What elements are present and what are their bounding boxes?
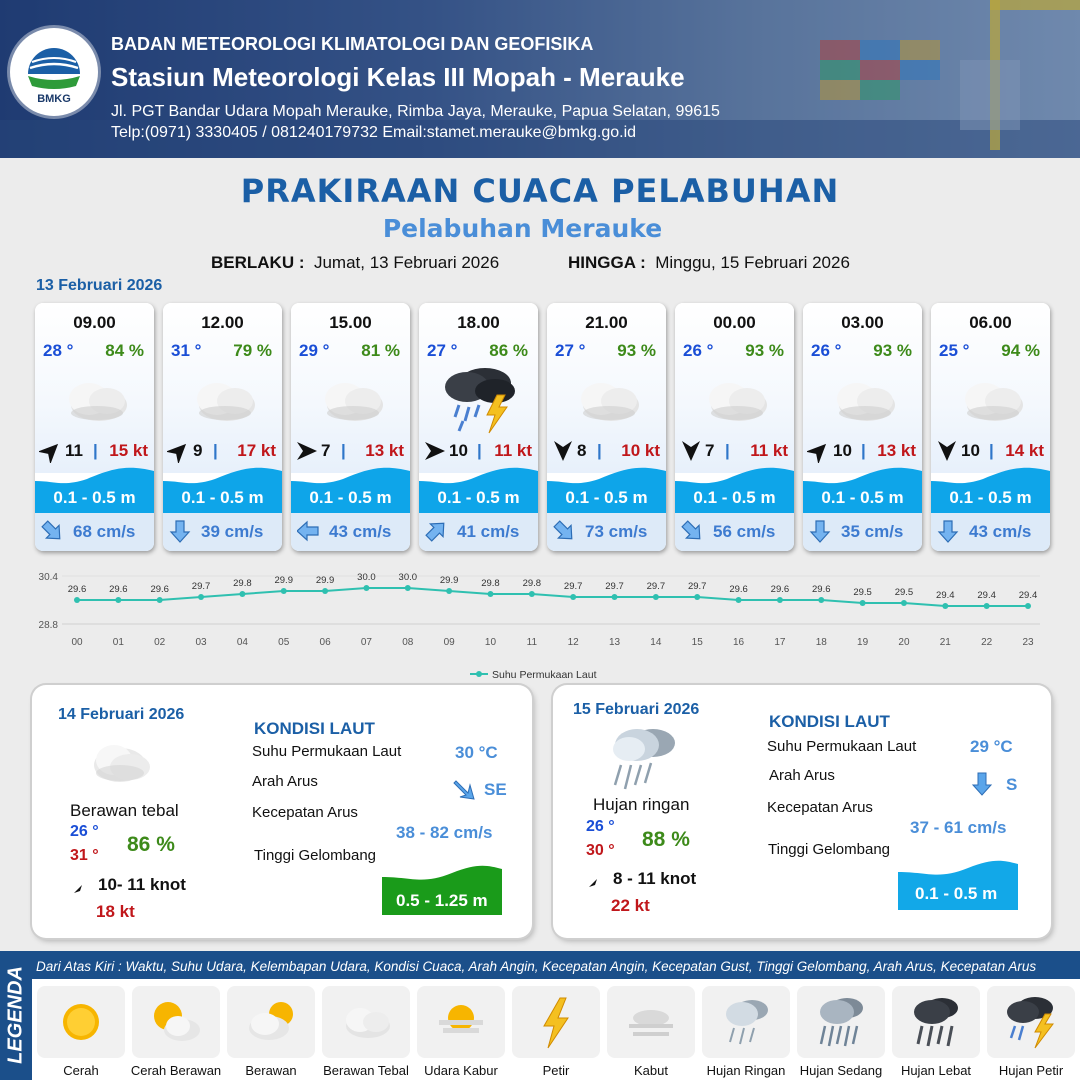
forecast-gust: 13 kt: [877, 441, 916, 460]
sun-icon: [37, 986, 125, 1058]
forecast-time: 12.00: [201, 313, 244, 332]
day2-sea-title: KONDISI LAUT: [254, 719, 375, 738]
legend-item: [321, 986, 411, 1080]
sst-data-label: 29.9: [315, 575, 335, 586]
legend-item-label: Hujan Ringan: [706, 1063, 786, 1078]
forecast-humidity: 81 %: [361, 341, 400, 360]
forecast-humidity: 94 %: [1001, 341, 1040, 360]
sst-data-label: 29.7: [687, 581, 707, 592]
legend-item: [701, 986, 791, 1080]
sst-data-point: [405, 585, 411, 591]
wind-direction-icon: [423, 439, 447, 463]
sst-data-label: 29.7: [605, 581, 624, 592]
haze-icon: [417, 986, 505, 1058]
thick-cloud-icon: [183, 365, 263, 435]
sst-data-point: [942, 603, 948, 609]
sst-data-point: [653, 594, 659, 600]
valid-from: [211, 253, 499, 273]
forecast-wind-speed: 11: [65, 441, 83, 460]
thick-cloud-icon: [695, 365, 775, 435]
day2-humidity: 86 %: [127, 833, 175, 856]
day2-tmin: 26 °: [70, 823, 99, 840]
y-tick-label: 30.4: [38, 572, 58, 583]
cloud-sun-icon: [227, 986, 315, 1058]
sst-data-label: 29.7: [563, 581, 583, 592]
forecast-wind-speed: 10: [449, 441, 468, 460]
sst-data-point: [818, 597, 824, 603]
legend-item: [226, 986, 316, 1080]
sst-data-point: [239, 591, 245, 597]
day3-panel: [553, 685, 1051, 938]
sst-data-point: [446, 588, 452, 594]
legend-marker: [476, 671, 482, 677]
day2-cur-dir-label: Arah Arus: [252, 773, 318, 790]
moderate-rain-icon: [797, 986, 885, 1058]
sst-data-label: 29.6: [770, 584, 790, 595]
thick-cloud-icon: [322, 986, 410, 1058]
forecast-card: [163, 303, 282, 551]
forecast-temperature: 27 °: [555, 341, 586, 360]
wind-separator: |: [725, 441, 730, 460]
agency-name: BADAN METEOROLOGI KLIMATOLOGI DAN GEOFISIKA: [111, 34, 594, 54]
day2-tmax: 31 °: [70, 847, 99, 864]
forecast-wave-height: 0.1 - 0.5 m: [821, 488, 904, 507]
legend-item-label: Petir: [542, 1063, 570, 1078]
sst-data-label: 29.8: [233, 578, 252, 589]
forecast-wind-speed: 7: [705, 441, 715, 460]
sst-data-point: [322, 588, 328, 594]
day3-date: 15 Februari 2026: [573, 701, 700, 718]
sst-data-label: 29.5: [894, 587, 914, 598]
sst-data-point: [901, 600, 907, 606]
forecast-time: 21.00: [585, 313, 628, 332]
x-tick-label: 12: [567, 637, 579, 648]
x-tick-label: 07: [360, 637, 372, 648]
thick-cloud-icon: [823, 365, 903, 435]
sst-data-label: 29.5: [853, 587, 872, 598]
sst-data-label: 30.0: [398, 572, 418, 583]
forecast-temperature: 26 °: [811, 341, 842, 360]
legend-item-label: Cerah Berawan: [130, 1063, 222, 1078]
day3-gust: 22 kt: [611, 896, 650, 915]
sst-data-point: [570, 594, 576, 600]
legend-item-label: Hujan Petir: [998, 1063, 1064, 1078]
x-tick-label: 03: [195, 637, 207, 648]
x-tick-label: 14: [650, 637, 662, 648]
sst-series-line: [77, 588, 1028, 606]
legend-item-label: Berawan Tebal: [323, 1063, 409, 1078]
legend-title: LEGENDA: [4, 966, 27, 1064]
bmkg-logo: [10, 28, 98, 116]
forecast-humidity: 84 %: [105, 341, 144, 360]
day2-cur-speed: 38 - 82 cm/s: [396, 823, 493, 842]
day3-cur-dir: S: [1006, 775, 1018, 794]
forecast-wave-height: 0.1 - 0.5 m: [437, 488, 520, 507]
legend-description: Dari Atas Kiri : Waktu, Suhu Udara, Kelembapan Udara, Kondisi Cuaca, Arah Angin, Kecepatan Angin, Kecepatan Gust, Tinggi Gelombang, Arah Arus, Kecepatan Arus: [36, 959, 1037, 974]
forecast-gust: 17 kt: [237, 441, 276, 460]
forecast-gust: 15 kt: [109, 441, 148, 460]
thick-cloud-icon: [84, 735, 154, 785]
wind-direction-icon: [935, 439, 959, 463]
sst-data-label: 29.6: [812, 584, 831, 595]
sst-data-label: 29.8: [522, 578, 542, 589]
sst-data-point: [281, 588, 287, 594]
thick-cloud-icon: [55, 365, 135, 435]
x-tick-label: 11: [526, 637, 538, 648]
forecast-temperature: 31 °: [171, 341, 202, 360]
day3-wave: 0.1 - 0.5 m: [915, 884, 998, 903]
legend-item-label: Kabut: [634, 1063, 668, 1078]
day3-humidity: 88 %: [642, 828, 690, 851]
x-tick-label: 08: [402, 637, 414, 648]
lightning-icon: [512, 986, 600, 1058]
forecast-current-speed: 43 cm/s: [969, 522, 1032, 541]
forecast-temperature: 25 °: [939, 341, 970, 360]
current-direction-icon: [971, 771, 993, 797]
forecast-card: [419, 303, 538, 551]
valid-to-value: Minggu, 15 Februari 2026: [655, 253, 850, 272]
day2-panel: [32, 685, 532, 938]
day3-tmin: 26 °: [586, 818, 615, 835]
day3-condition: Hujan ringan: [593, 795, 690, 814]
day2-cur-speed-label: Kecepatan Arus: [252, 804, 358, 821]
sst-data-label: 29.6: [67, 584, 87, 595]
forecast-card: [291, 303, 410, 551]
forecast-card: [547, 303, 666, 551]
current-direction-icon: [169, 519, 191, 543]
x-tick-label: 02: [154, 637, 166, 648]
heavy-rain-icon: [892, 986, 980, 1058]
sst-data-point: [736, 597, 742, 603]
sst-data-point: [694, 594, 700, 600]
forecast-gust: 14 kt: [1005, 441, 1044, 460]
sst-data-label: 29.6: [729, 584, 748, 595]
forecast-wind-speed: 8: [577, 441, 587, 460]
thunderstorm-icon: [987, 986, 1075, 1058]
current-direction-icon: [297, 519, 319, 543]
day3-tmax: 30 °: [586, 842, 615, 859]
x-tick-label: 16: [733, 637, 745, 648]
sst-data-point: [198, 594, 204, 600]
day2-sst: 30 °C: [455, 743, 498, 762]
sst-data-point: [1025, 603, 1031, 609]
day3-wave-label: Tinggi Gelombang: [768, 841, 891, 858]
legend-panel: [0, 951, 1080, 1080]
sst-data-point: [612, 594, 618, 600]
sst-data-label: 30.0: [357, 572, 376, 583]
sst-data-label: 29.6: [109, 584, 128, 595]
forecast-temperature: 26 °: [683, 341, 714, 360]
sst-data-label: 29.4: [1018, 590, 1038, 601]
legend-item: [891, 986, 981, 1080]
legend-item-label: Cerah: [63, 1063, 99, 1078]
sst-data-label: 29.6: [150, 584, 169, 595]
day2-sst-label: Suhu Permukaan Laut: [252, 743, 402, 760]
valid-from-value: Jumat, 13 Februari 2026: [313, 253, 500, 272]
current-direction-icon: [553, 519, 575, 543]
legend-item: [131, 986, 221, 1080]
current-direction-icon: [937, 519, 959, 543]
wind-separator: |: [477, 441, 482, 460]
sst-data-label: 29.7: [646, 581, 666, 592]
forecast-time: 00.00: [713, 313, 756, 332]
current-direction-icon: [41, 519, 63, 543]
current-direction-icon: [452, 775, 480, 801]
wind-separator: |: [93, 441, 98, 460]
x-tick-label: 20: [898, 637, 910, 648]
legend-item: [511, 986, 601, 1080]
forecast-humidity: 93 %: [617, 341, 656, 360]
x-tick-label: 13: [608, 637, 621, 648]
forecast-temperature: 29 °: [299, 341, 330, 360]
day3-cur-speed-label: Kecepatan Arus: [767, 799, 873, 816]
sst-data-point: [529, 591, 535, 597]
sst-data-point: [487, 591, 493, 597]
forecast-current-speed: 73 cm/s: [585, 522, 648, 541]
station-name: Stasiun Meteorologi Kelas III Mopah - Merauke: [111, 62, 685, 92]
x-tick-label: 18: [815, 637, 827, 648]
legend-item: [36, 986, 126, 1080]
wind-separator: |: [597, 441, 602, 460]
forecast-wave-height: 0.1 - 0.5 m: [565, 488, 648, 507]
sst-data-label: 29.7: [191, 581, 211, 592]
forecast-time: 03.00: [841, 313, 884, 332]
x-tick-label: 10: [484, 637, 497, 648]
current-direction-icon: [425, 519, 447, 543]
forecast-gust: 13 kt: [365, 441, 404, 460]
forecast-gust: 11 kt: [494, 441, 532, 460]
forecast-time: 06.00: [969, 313, 1012, 332]
legend-item-label: Udara Kabur: [424, 1063, 498, 1078]
station-contact: Telp:(0971) 3330405 / 081240179732 Email:stamet.merauke@bmkg.go.id: [111, 124, 637, 141]
x-tick-label: 23: [1022, 637, 1034, 648]
wind-direction-icon: [295, 439, 319, 463]
thick-cloud-icon: [311, 365, 391, 435]
forecast-humidity: 93 %: [873, 341, 912, 360]
forecast-humidity: 93 %: [745, 341, 784, 360]
sst-data-point: [860, 600, 866, 606]
wind-direction-icon: [39, 439, 63, 463]
thick-cloud-icon: [567, 365, 647, 435]
day2-cur-dir: SE: [484, 780, 507, 799]
forecast-wind-speed: 10: [833, 441, 852, 460]
x-tick-label: 04: [236, 637, 248, 648]
forecast-current-speed: 41 cm/s: [457, 522, 520, 541]
legend-item: [986, 986, 1076, 1080]
wind-separator: |: [213, 441, 218, 460]
day2-wave: 0.5 - 1.25 m: [396, 891, 488, 910]
legend-item: [416, 986, 506, 1080]
wind-direction-icon: [72, 875, 92, 895]
sst-data-label: 29.9: [439, 575, 459, 586]
forecast-wave-height: 0.1 - 0.5 m: [53, 488, 136, 507]
station-address: Jl. PGT Bandar Udara Mopah Merauke, Rimba Jaya, Merauke, Papua Selatan, 99615: [111, 103, 720, 120]
forecast-wave-height: 0.1 - 0.5 m: [181, 488, 264, 507]
forecast-wave-height: 0.1 - 0.5 m: [949, 488, 1032, 507]
sst-line-chart: [30, 562, 1050, 682]
sst-data-point: [363, 585, 369, 591]
wind-direction-icon: [551, 439, 575, 463]
sst-data-label: 29.9: [274, 575, 293, 586]
wind-separator: |: [861, 441, 866, 460]
x-tick-label: 19: [857, 637, 869, 648]
light-rain-icon: [702, 986, 790, 1058]
forecast-card: [931, 303, 1050, 551]
forecast-current-speed: 35 cm/s: [841, 522, 904, 541]
valid-to: [568, 253, 850, 273]
wind-direction-icon: [587, 869, 607, 889]
day2-gust: 18 kt: [96, 902, 135, 921]
day3-cur-speed: 37 - 61 cm/s: [910, 818, 1007, 837]
wind-separator: |: [341, 441, 346, 460]
sun-cloud-icon: [132, 986, 220, 1058]
forecast-wind-speed: 10: [961, 441, 980, 460]
forecast-temperature: 27 °: [427, 341, 458, 360]
day2-wind: 10- 11 knot: [98, 875, 186, 894]
sst-data-point: [777, 597, 783, 603]
svg-text:BMKG: BMKG: [37, 93, 71, 105]
sst-data-point: [984, 603, 990, 609]
day3-sst: 29 °C: [970, 737, 1013, 756]
forecast-wind-speed: 9: [193, 441, 203, 460]
thunderstorm-icon: [439, 365, 519, 435]
current-direction-icon: [681, 519, 703, 543]
forecast-humidity: 86 %: [489, 341, 528, 360]
wind-separator: |: [989, 441, 994, 460]
forecast-current-speed: 39 cm/s: [201, 522, 264, 541]
forecast-humidity: 79 %: [233, 341, 272, 360]
light-rain-icon: [603, 723, 683, 795]
page-title: PRAKIRAAN CUACA PELABUHAN: [240, 172, 840, 210]
sst-data-label: 29.8: [481, 578, 500, 589]
x-tick-label: 00: [71, 637, 83, 648]
wind-direction-icon: [679, 439, 703, 463]
sst-data-point: [157, 597, 163, 603]
forecast-gust: 11 kt: [750, 441, 788, 460]
wind-direction-icon: [167, 439, 191, 463]
valid-to-label: HINGGA :: [568, 253, 646, 272]
header-banner: [0, 0, 1080, 158]
forecast-card: [803, 303, 922, 551]
x-tick-label: 01: [112, 637, 124, 648]
forecast-card: [675, 303, 794, 551]
day2-wave-label: Tinggi Gelombang: [254, 847, 377, 864]
day2-date: 14 Februari 2026: [58, 706, 185, 723]
sst-data-label: 29.4: [936, 590, 955, 601]
x-tick-label: 15: [691, 637, 703, 648]
day3-wind: 8 - 11 knot: [613, 869, 697, 888]
forecast-gust: 10 kt: [621, 441, 660, 460]
legend-item-label: Hujan Sedang: [799, 1063, 883, 1078]
x-tick-label: 05: [278, 637, 290, 648]
sst-data-label: 29.4: [977, 590, 996, 601]
forecast-current-speed: 68 cm/s: [73, 522, 136, 541]
valid-from-label: BERLAKU :: [211, 253, 305, 272]
sst-data-point: [115, 597, 121, 603]
day1-date: 13 Februari 2026: [36, 277, 163, 294]
forecast-temperature: 28 °: [43, 341, 74, 360]
legend-item: [796, 986, 886, 1080]
x-tick-label: 09: [443, 637, 455, 648]
day3-sst-label: Suhu Permukaan Laut: [767, 738, 917, 755]
forecast-time: 09.00: [73, 313, 116, 332]
legend-title-strip: [0, 951, 32, 1080]
wind-direction-icon: [807, 439, 831, 463]
x-tick-label: 06: [319, 637, 331, 648]
page-subtitle: Pelabuhan Merauke: [382, 214, 663, 243]
current-direction-icon: [809, 519, 831, 543]
forecast-time: 15.00: [329, 313, 372, 332]
y-tick-label: 28.8: [38, 620, 58, 631]
day3-sea-title: KONDISI LAUT: [769, 712, 890, 731]
sst-data-point: [74, 597, 80, 603]
legend-item-label: Hujan Lebat: [900, 1063, 972, 1078]
legend-series-label: Suhu Permukaan Laut: [492, 669, 597, 681]
x-tick-label: 17: [774, 637, 786, 648]
forecast-wind-speed: 7: [321, 441, 331, 460]
x-tick-label: 21: [939, 637, 951, 648]
forecast-time: 18.00: [457, 313, 500, 332]
day2-condition: Berawan tebal: [70, 801, 179, 820]
legend-item-label: Berawan: [245, 1063, 297, 1078]
day3-cur-dir-label: Arah Arus: [769, 767, 835, 784]
forecast-wave-height: 0.1 - 0.5 m: [693, 488, 776, 507]
forecast-current-speed: 43 cm/s: [329, 522, 392, 541]
x-tick-label: 22: [981, 637, 993, 648]
forecast-current-speed: 56 cm/s: [713, 522, 776, 541]
thick-cloud-icon: [951, 365, 1031, 435]
fog-icon: [607, 986, 695, 1058]
forecast-card: [35, 303, 154, 551]
legend-item: [606, 986, 696, 1080]
forecast-wave-height: 0.1 - 0.5 m: [309, 488, 392, 507]
